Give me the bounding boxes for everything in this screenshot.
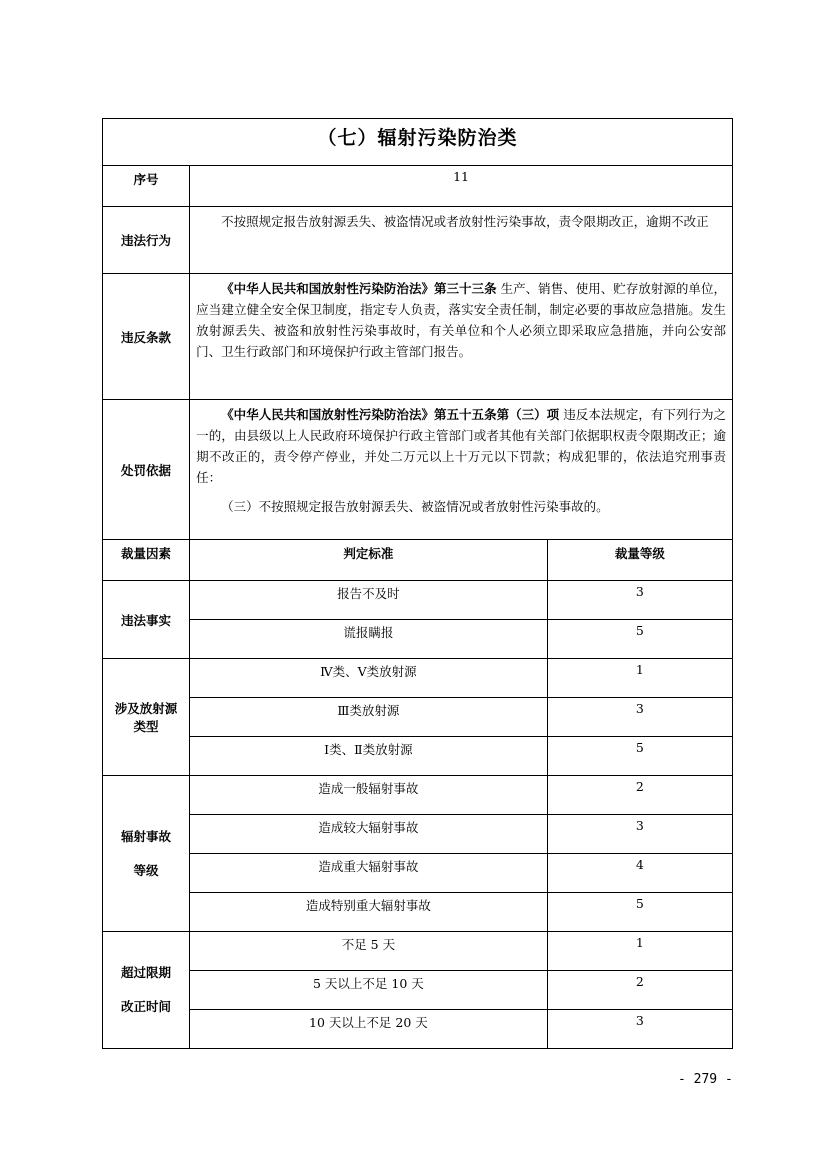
title-row (103, 119, 733, 166)
violation-label: 违法行为 (103, 207, 190, 274)
level-cell: 4 (547, 854, 732, 893)
penalty-ref: 《中华人民共和国放射性污染防治法》第五十五条第（三）项 (221, 407, 560, 422)
discretion-row (103, 659, 733, 698)
level-cell: 3 (547, 1010, 732, 1049)
discretion-row (103, 581, 733, 620)
penalty-text: 违反本法规定，有下列行为之一的，由县级以上人民政府环境保护行政主管部门或者其他有关部门依据职权责令限期改正；逾期不改正的，责令停产停业，并处二万元以上十万元以下罚款；构成犯罪的，依法追究刑事责任： (196, 407, 726, 485)
criterion-cell: 造成一般辐射事故 (190, 776, 548, 815)
criterion-cell: 造成重大辐射事故 (190, 854, 548, 893)
penalty-row (103, 400, 733, 540)
section-title: （七）辐射污染防治类 (317, 127, 518, 149)
criterion-cell: 谎报瞒报 (190, 620, 548, 659)
factor-cell (103, 776, 190, 932)
penalty-cell (190, 400, 733, 540)
level-cell: 5 (547, 620, 732, 659)
factor-cell (103, 581, 190, 659)
factor-line: 涉及放射源 (114, 701, 178, 716)
criterion-cell: 5 天以上不足 10 天 (190, 971, 548, 1010)
seq-row (103, 166, 733, 207)
penalty-item: （三）不按照规定报告放射源丢失、被盗情况或者放射性污染事故的。 (221, 499, 609, 514)
criterion-cell: Ⅳ类、Ⅴ类放射源 (190, 659, 548, 698)
level-cell: 3 (547, 581, 732, 620)
criterion-cell: 不足 5 天 (190, 932, 548, 971)
criterion-cell: 报告不及时 (190, 581, 548, 620)
seq-value: 11 (190, 166, 733, 207)
header-criterion: 判定标准 (190, 540, 548, 581)
level-cell: 3 (547, 815, 732, 854)
criterion-cell: 10 天以上不足 20 天 (190, 1010, 548, 1049)
criterion-cell: Ⅰ类、Ⅱ类放射源 (190, 737, 548, 776)
criterion-cell: Ⅲ类放射源 (190, 698, 548, 737)
level-cell: 5 (547, 893, 732, 932)
level-cell: 3 (547, 698, 732, 737)
factor-line: 超过限期 (121, 965, 172, 980)
article-cell (190, 274, 733, 400)
article-row (103, 274, 733, 400)
discretion-row (103, 854, 733, 893)
level-cell: 2 (547, 971, 732, 1010)
discretion-row (103, 1010, 733, 1049)
criterion-cell: 造成特别重大辐射事故 (190, 893, 548, 932)
level-cell: 5 (547, 737, 732, 776)
level-cell: 1 (547, 932, 732, 971)
discretion-row (103, 737, 733, 776)
factor-cell (103, 932, 190, 1049)
factor-line: 违法事实 (121, 612, 172, 628)
factor-line: 等级 (133, 862, 159, 878)
penalty-discretion-table (102, 118, 733, 1049)
factor-cell (103, 659, 190, 776)
level-cell: 2 (547, 776, 732, 815)
header-level: 裁量等级 (547, 540, 732, 581)
page-number: - 279 - (678, 1072, 733, 1087)
title-cell (103, 119, 733, 166)
article-ref: 《中华人民共和国放射性污染防治法》第三十三条 (221, 281, 497, 296)
discretion-row (103, 932, 733, 971)
discretion-row (103, 971, 733, 1010)
violation-text: 不按照规定报告放射源丢失、被盗情况或者放射性污染事故，责令限期改正，逾期不改正 (190, 207, 733, 274)
discretion-row (103, 698, 733, 737)
level-cell: 1 (547, 659, 732, 698)
violation-row (103, 207, 733, 274)
discretion-row (103, 893, 733, 932)
discretion-row (103, 620, 733, 659)
factor-line: 改正时间 (121, 999, 172, 1014)
seq-label: 序号 (103, 166, 190, 207)
discretion-row (103, 815, 733, 854)
criterion-cell: 造成较大辐射事故 (190, 815, 548, 854)
discretion-header-row (103, 540, 733, 581)
factor-line: 类型 (133, 719, 159, 734)
discretion-row (103, 776, 733, 815)
penalty-label: 处罚依据 (103, 400, 190, 540)
article-label: 违反条款 (103, 274, 190, 400)
header-factor: 裁量因素 (103, 540, 190, 581)
article-text: 生产、销售、使用、贮存放射源的单位，应当建立健全安全保卫制度，指定专人负责，落实安全责任制，制定必要的事故应急措施。发生放射源丢失、被盗和放射性污染事故时，有关单位和个人必须立即采取应急措施，并向公安部门、卫生行政部门和环境保护行政主管部门报告。 (196, 281, 726, 359)
factor-line: 辐射事故 (121, 828, 172, 844)
